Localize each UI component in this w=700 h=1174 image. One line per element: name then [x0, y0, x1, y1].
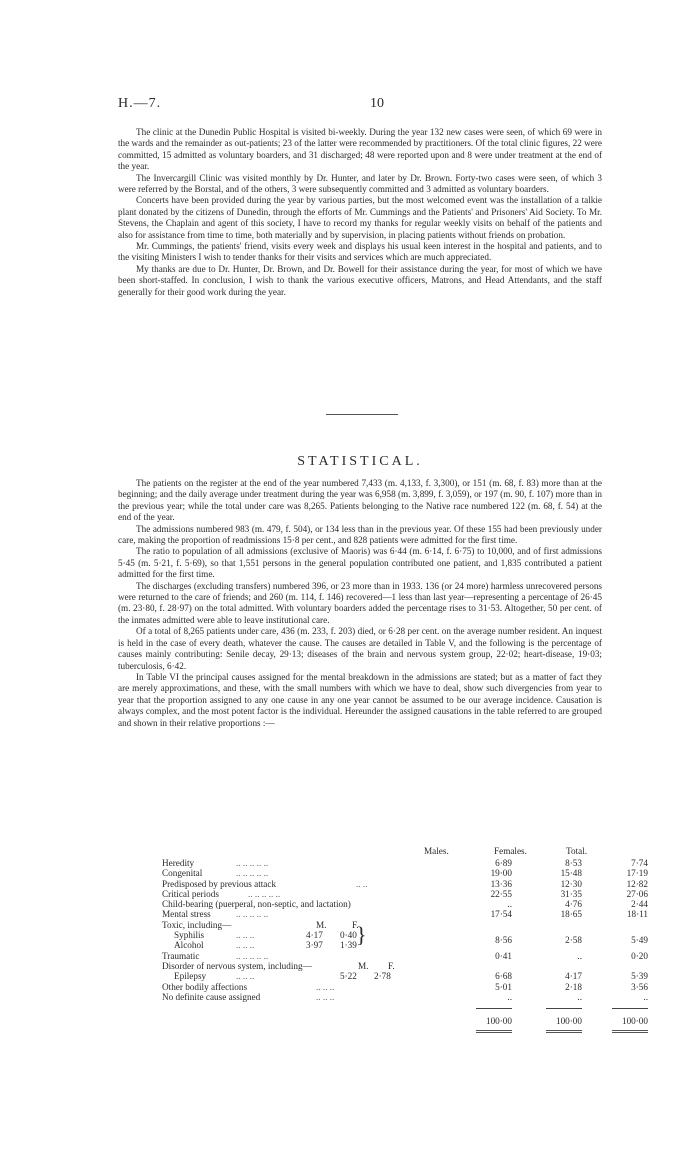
- males-value: 22·55: [490, 888, 512, 899]
- dot-leader: .. .. .. .. ..: [248, 888, 281, 899]
- row-label: Alcohol: [174, 940, 204, 951]
- causation-table: [118, 846, 648, 1034]
- row-label: Heredity: [162, 858, 195, 868]
- row-label: Syphilis: [174, 930, 205, 941]
- sub-m-value: 3·97: [306, 940, 323, 951]
- females-value: 8·53: [565, 858, 582, 868]
- dot-leader: .. .. ..: [236, 940, 255, 951]
- row-label: Other bodily affections: [162, 981, 248, 992]
- row-label: Disorder of nervous system, including—: [162, 960, 312, 971]
- row-label: Child-bearing (puerperal, non-septic, and lactation): [162, 899, 351, 910]
- table-row: [118, 888, 648, 899]
- table-row: [118, 961, 602, 971]
- total-value: ..: [643, 991, 648, 1002]
- paragraph: Of a total of 8,265 patients under care, 436 (m. 233, f. 203) died, or 6·28 per cent. on the average number resident. An inquest is held in the case of every death, whatever the cause. The causes are detailed in Table V, and the following is the percentage of causes mainly contributing: Senile decay, 29·13; diseases of the brain and nervous system group, 22·02; heart-disease, 19·03; tuberculosis, 6·42.: [118, 626, 602, 671]
- sum-rule: [546, 1008, 582, 1009]
- males-value: 13·36: [490, 878, 512, 889]
- total-value: 17·19: [626, 868, 648, 879]
- total-rule: [476, 1030, 512, 1033]
- row-label: Toxic, including—: [162, 919, 232, 930]
- column-header-females: Females.: [494, 846, 527, 856]
- dot-leader: .. .. .. .. ..: [236, 868, 269, 879]
- dot-leader: .. .. .. .. ..: [236, 858, 269, 868]
- paragraph: Mr. Cummings, the patients' friend, visits every week and displays his usual keen interest in the hospital and patients, and to the visiting Ministers I wish to tender thanks for their visits and services which are much appreciated.: [118, 241, 602, 263]
- males-value: 0·41: [495, 950, 512, 961]
- females-value: 2·18: [565, 981, 582, 992]
- intro-text: [118, 127, 602, 298]
- row-label: Epilepsy: [174, 971, 207, 982]
- females-total: 100·00: [555, 1016, 582, 1027]
- paragraph: The Invercargill Clinic was visited monthly by Dr. Hunter, and later by Dr. Brown. Forty-two cases were seen, of which 3 were referred by the Borstal, and of the others, 3 were subsequently committed and 3 admitted as voluntary boarders.: [118, 172, 602, 195]
- total-value: 2·44: [631, 899, 648, 910]
- sub-f-value: 0·40: [340, 930, 357, 941]
- females-value: 18·65: [560, 909, 582, 920]
- sum-rule: [612, 1008, 648, 1009]
- paragraph: The ratio to population of all admissions (exclusive of Maoris) was 6·44 (m. 6·14, f. 6·75) to 10,000, and of first admissions 5·45 (m. 5·21, f. 5·69), so that 1,551 persons in the general population contributed one patient, and 1,835 contributed a patient admitted for the first time.: [118, 546, 602, 580]
- dot-leader: .. .. ..: [236, 930, 255, 941]
- column-header-total: Total.: [566, 846, 588, 856]
- females-value: 2·58: [565, 935, 582, 946]
- paragraph: Concerts have been provided during the year by various parties, but the most welcomed event was the installation of a talkie plant donated by the citizens of Dunedin, through the efforts of Mr. Cummings and the Patients' and Prisoners' Aid Society. To Mr. Stevens, the Chaplain and agent of this society, I have to record my thanks for regular weekly visits on behalf of the patients and also for assistance from time to time, both materially and by supervision, in placing patients without friends on probation.: [118, 195, 602, 240]
- sub-f-value: 2·78: [374, 971, 391, 982]
- sub-m-value: 4·17: [306, 930, 323, 941]
- females-value: 4·17: [565, 971, 582, 982]
- females-value: 15·48: [560, 868, 582, 879]
- paragraph: The clinic at the Dunedin Public Hospital is visited bi-weekly. During the year 132 new cases were seen, of which 69 were in the wards and the remainder as out-patients; 23 of the latter were recommended by practitioners. Of the total clinic figures, 22 were committed, 15 admitted as voluntary boarders, and 31 discharged; 48 were reported upon and 8 were under treatment at the end of the year.: [118, 127, 602, 172]
- totals-row: [118, 1014, 648, 1028]
- males-total: 100·00: [485, 1016, 512, 1027]
- grand-total: 100·00: [621, 1016, 648, 1027]
- total-value: 27·06: [626, 888, 648, 899]
- subcolumn-header-m: M.: [316, 919, 327, 930]
- total-value: 18·11: [626, 909, 648, 920]
- row-label: Critical periods: [162, 888, 219, 899]
- subcolumn-header-m: M.: [358, 960, 369, 971]
- total-value: 5·39: [631, 971, 648, 982]
- section-title: STATISTICAL.: [297, 454, 423, 469]
- sum-rule: [476, 1008, 512, 1009]
- total-value: 3·56: [631, 981, 648, 992]
- paragraph: The admissions numbered 983 (m. 479, f. 504), or 134 less than in the previous year. Of these 155 had been previously under care, making the proportion of readmissions 15·8 per cent., and 828 patients were admitted for the first time.: [118, 523, 602, 546]
- total-rule: [546, 1030, 582, 1033]
- row-label: Traumatic: [162, 950, 200, 961]
- females-value: 12·30: [560, 878, 582, 889]
- rule-row: [118, 1028, 602, 1034]
- paragraph: The patients on the register at the end of the year numbered 7,433 (m. 4,133, f. 3,300), or 151 (m. 68, f. 83) more than at the beginning; and the daily average under treatment during the year was 6,958 (m. 3,899, f. 3,059), or 197 (m. 90, f. 107) more than in the previous year; while the total under care was 8,265. Patients belonging to the Native race numbered 122 (m. 68, f. 54) at the end of the year.: [118, 478, 602, 523]
- total-value: 12·82: [626, 878, 648, 889]
- males-value: ..: [507, 899, 512, 910]
- females-value: ..: [577, 950, 582, 961]
- females-value: ..: [577, 991, 582, 1002]
- females-value: 31·35: [560, 888, 582, 899]
- total-value: 0·20: [631, 950, 648, 961]
- rule-row: [118, 1002, 602, 1014]
- total-rule: [612, 1030, 648, 1033]
- page-number: 10: [370, 96, 384, 111]
- report-section-code: H.—7.: [118, 96, 162, 111]
- section-divider: [326, 414, 398, 415]
- males-value: 5·01: [495, 981, 512, 992]
- table-row: [118, 868, 648, 879]
- sub-f-value: 1·39: [340, 940, 357, 951]
- dot-leader: .. .. ..: [316, 991, 335, 1002]
- table-row: [118, 991, 648, 1002]
- males-value: 6·68: [495, 971, 512, 982]
- table-row: [118, 878, 648, 889]
- dot-leader: .. .. ..: [316, 981, 335, 992]
- row-label: Congenital: [162, 868, 203, 879]
- total-value: 7·74: [631, 858, 648, 868]
- grouping-brace: }: [356, 922, 367, 948]
- table-row: [118, 950, 648, 961]
- table-row: [118, 909, 648, 920]
- statistical-text: [118, 478, 602, 729]
- males-value: 6·89: [495, 858, 512, 868]
- subcolumn-header-f: F.: [352, 919, 359, 930]
- column-header-males: Males.: [424, 846, 449, 856]
- males-value: 17·54: [490, 909, 512, 920]
- paragraph: In Table VI the principal causes assigned for the mental breakdown in the admissions are stated; but as a matter of fact they are merely approximations, and these, with the small numbers with which we have to deal, show such divergencies from year to year that the proportion assigned to any one cause in any one year cannot be assumed to be our average incidence. Causation is always complex, and the most potent factor is the individual. Hereunder the assigned causations in the table referred to are grouped and shown in their relative proportions :—: [118, 671, 602, 728]
- paragraph: My thanks are due to Dr. Hunter, Dr. Brown, and Dr. Bowell for their assistance during the year, for most of which we have been short-staffed. In conclusion, I wish to thank the various executive officers, Matrons, and Head Attendants, and the staff generally for their good work during the year.: [118, 263, 602, 297]
- table-row: [118, 858, 648, 868]
- sub-m-value: 5·22: [340, 971, 357, 982]
- total-value: 5·49: [631, 935, 648, 946]
- row-label: No definite cause assigned: [162, 991, 261, 1002]
- dot-leader: .. ..: [356, 878, 368, 889]
- row-label: Predisposed by previous attack: [162, 878, 277, 889]
- males-value: 19·00: [490, 868, 512, 879]
- table-row: [118, 971, 648, 982]
- dot-leader: .. .. .. .. ..: [236, 909, 269, 920]
- table-row: [118, 899, 648, 910]
- males-value: ..: [507, 991, 512, 1002]
- males-value: 8·56: [495, 935, 512, 946]
- dot-leader: .. .. .. .. ..: [236, 950, 269, 961]
- table-header-row: [118, 846, 602, 858]
- dot-leader: .. .. ..: [236, 971, 255, 982]
- table-row: [118, 981, 648, 992]
- subcolumn-header-f: F.: [388, 960, 395, 971]
- paragraph: The discharges (excluding transfers) numbered 396, or 23 more than in 1933. 136 (or 24 more) harmless unrecovered persons were returned to the care of friends; and 260 (m. 114, f. 146) recovered—1 less than last year—representing a percentage of 26·45 (m. 23·80, f. 28·97) on the total admitted. With voluntary boarders added the percentage rises to 31·53. Altogether, 50 per cent. of the inmates admitted were able to leave institutional care.: [118, 580, 602, 625]
- row-label: Mental stress: [162, 909, 211, 920]
- females-value: 4·76: [565, 899, 582, 910]
